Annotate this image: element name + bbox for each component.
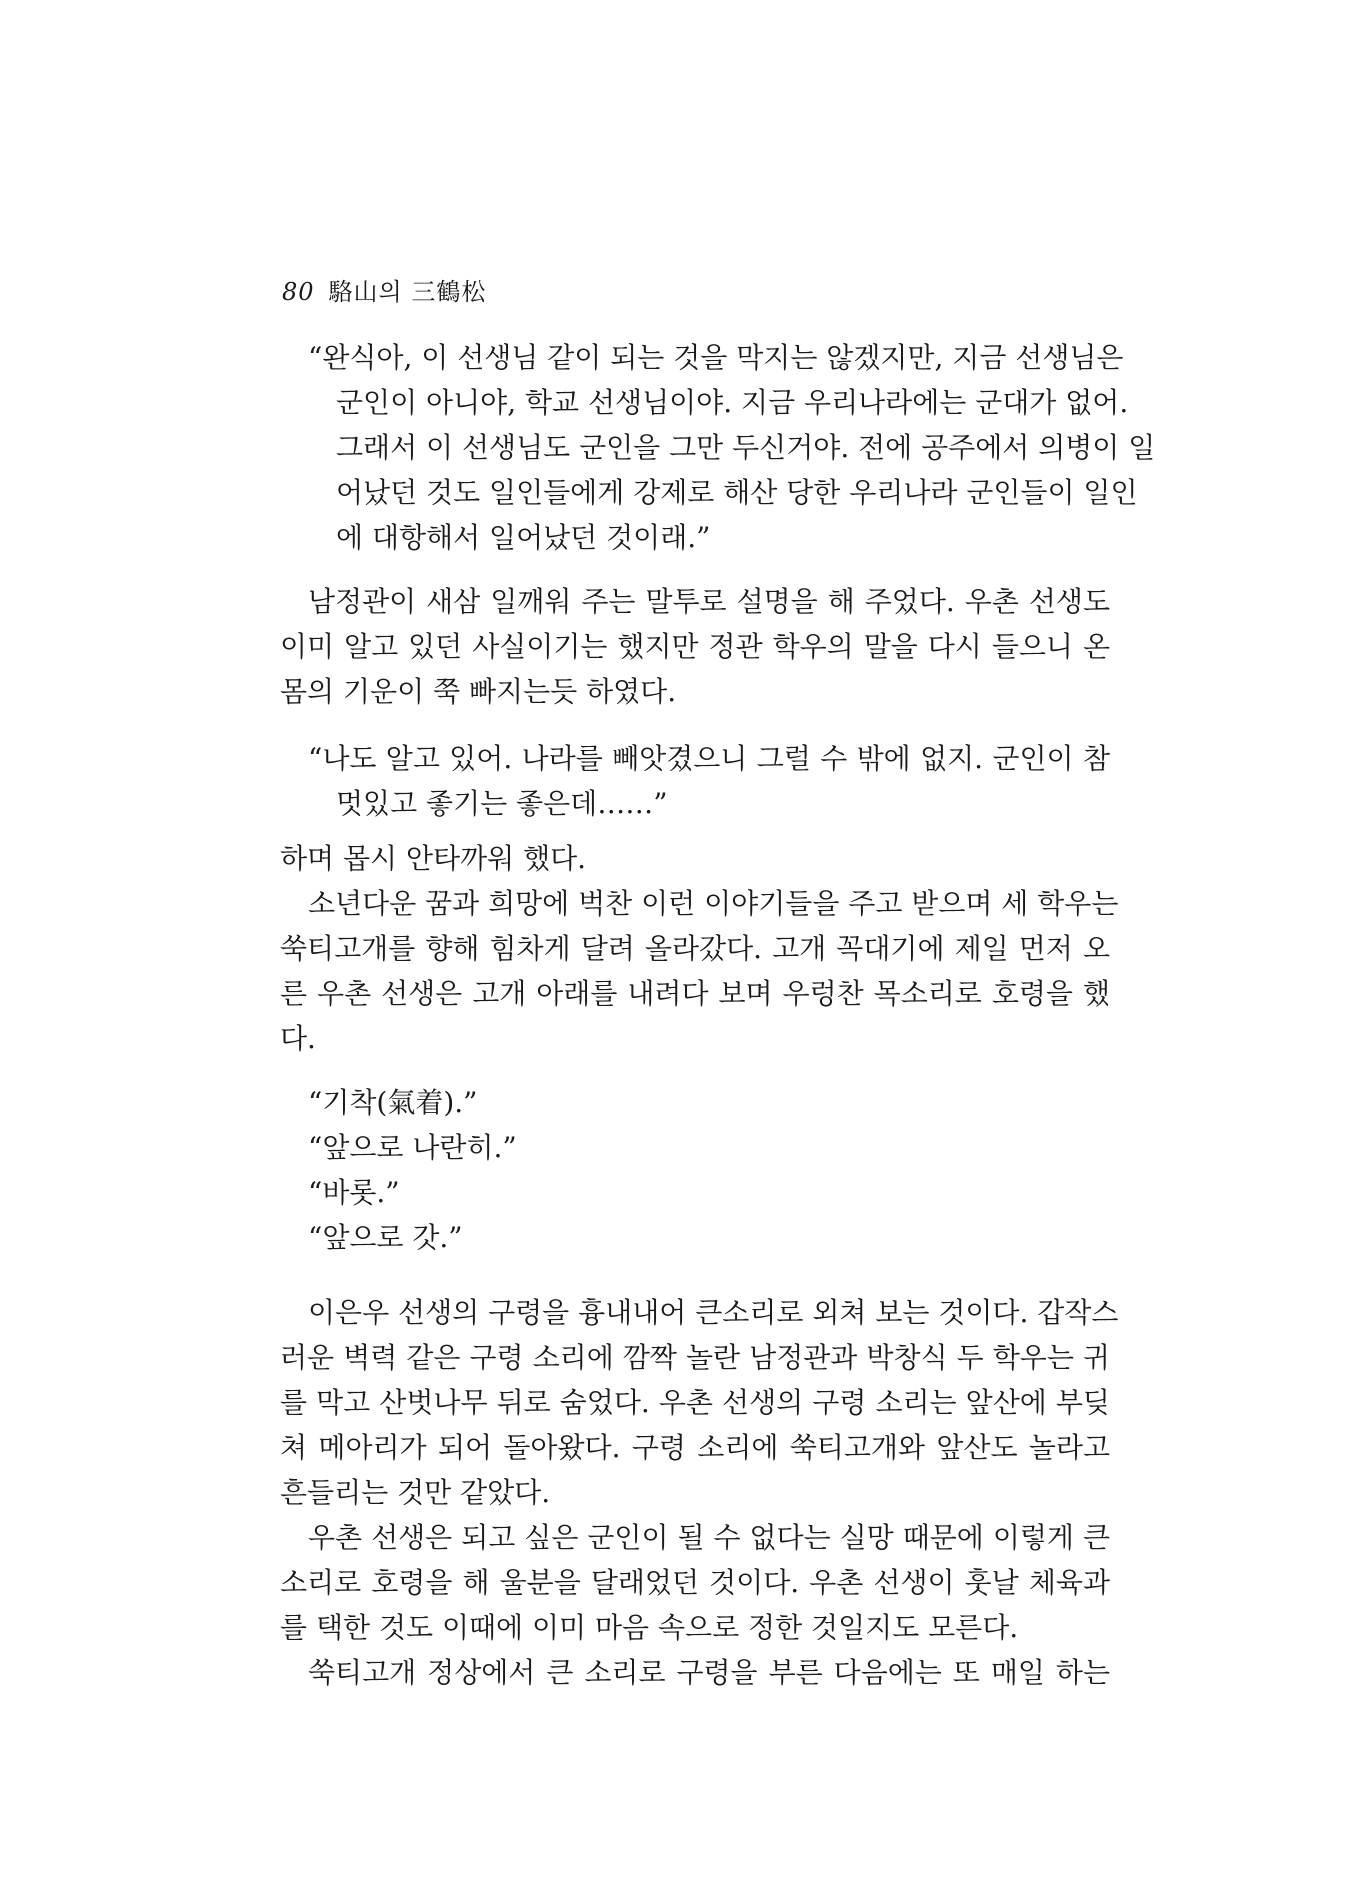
text-line: 쑥티고개 정상에서 큰 소리로 구령을 부른 다음에는 또 매일 하는 xyxy=(308,1656,1110,1689)
narrative-paragraph xyxy=(280,1515,1110,1650)
text-line: 흔들리는 것만 같았다. xyxy=(280,1476,551,1509)
text-line: 쳐 메아리가 되어 돌아왔다. 구령 소리에 쑥티고개와 앞산도 놀라고 xyxy=(280,1431,1110,1464)
text-line: 군인이 아니야, 학교 선생님이야. 지금 우리나라에는 군대가 없어. xyxy=(336,386,1129,419)
command-line: “앞으로 나란히.” xyxy=(308,1131,517,1164)
narrative-paragraph xyxy=(280,881,1119,1061)
command-list xyxy=(280,1080,1110,1260)
text-line: 를 택한 것도 이때에 이미 마음 속으로 정한 것일지도 모른다. xyxy=(280,1611,1019,1644)
text-line: 를 막고 산벗나무 뒤로 숨었다. 우촌 선생의 구령 소리는 앞산에 부딪 xyxy=(280,1386,1110,1419)
text-line: 쑥티고개를 향해 힘차게 달려 올라갔다. 고개 꼭대기에 제일 먼저 오 xyxy=(280,932,1110,965)
text-line: 멋있고 좋기는 좋은데……” xyxy=(336,787,668,820)
narrative-paragraph xyxy=(280,1290,1119,1515)
body-text xyxy=(280,335,1156,1695)
text-line: 몸의 기운이 쭉 빠지는듯 하였다. xyxy=(280,675,677,708)
text-line: “나도 알고 있어. 나라를 빼앗겼으니 그럴 수 밖에 없지. 군인이 참 xyxy=(308,742,1110,775)
text-line: 러운 벽력 같은 구령 소리에 깜짝 놀란 남정관과 박창식 두 학우는 귀 xyxy=(280,1341,1110,1374)
text-line: 이은우 선생의 구령을 흉내내어 큰소리로 외쳐 보는 것이다. 갑작스 xyxy=(308,1296,1119,1329)
text-line: 다. xyxy=(280,1022,316,1055)
text-line: 른 우촌 선생은 고개 아래를 내려다 보며 우렁찬 목소리로 호령을 했 xyxy=(280,977,1110,1010)
command-line: “바롯.” xyxy=(308,1176,400,1209)
quote-paragraph xyxy=(280,335,1156,560)
narrative-paragraph xyxy=(280,1650,1110,1695)
text-line: 그래서 이 선생님도 군인을 그만 두신거야. 전에 공주에서 의병이 일 xyxy=(336,431,1156,464)
text-line: 에 대항해서 일어났던 것이래.” xyxy=(336,521,711,554)
running-head xyxy=(282,272,486,307)
text-line: “완식아, 이 선생님 같이 되는 것을 막지는 않겠지만, 지금 선생님은 xyxy=(308,341,1124,374)
text-line: 우촌 선생은 되고 싶은 군인이 될 수 없다는 실망 때문에 이렇게 큰 xyxy=(308,1521,1110,1554)
quote-paragraph xyxy=(280,736,1110,826)
text-line: 소년다운 꿈과 희망에 벅찬 이런 이야기들을 주고 받으며 세 학우는 xyxy=(308,887,1119,920)
command-line: “기착(氣着).” xyxy=(308,1086,478,1119)
book-title: 駱山의 三鶴松 xyxy=(328,278,487,306)
text-line: 하며 몹시 안타까워 했다. xyxy=(280,842,587,875)
narrative-paragraph xyxy=(280,579,1110,714)
page-number: 80 xyxy=(282,278,315,306)
command-line: “앞으로 갓.” xyxy=(308,1221,463,1254)
text-line: 소리로 호령을 해 울분을 달래었던 것이다. 우촌 선생이 훗날 체육과 xyxy=(280,1566,1110,1599)
text-line: 이미 알고 있던 사실이기는 했지만 정관 학우의 말을 다시 들으니 온 xyxy=(280,630,1110,663)
plain-paragraph xyxy=(280,836,1110,881)
text-line: 어났던 것도 일인들에게 강제로 해산 당한 우리나라 군인들이 일인 xyxy=(336,476,1138,509)
text-line: 남정관이 새삼 일깨워 주는 말투로 설명을 해 주었다. 우촌 선생도 xyxy=(308,585,1110,618)
